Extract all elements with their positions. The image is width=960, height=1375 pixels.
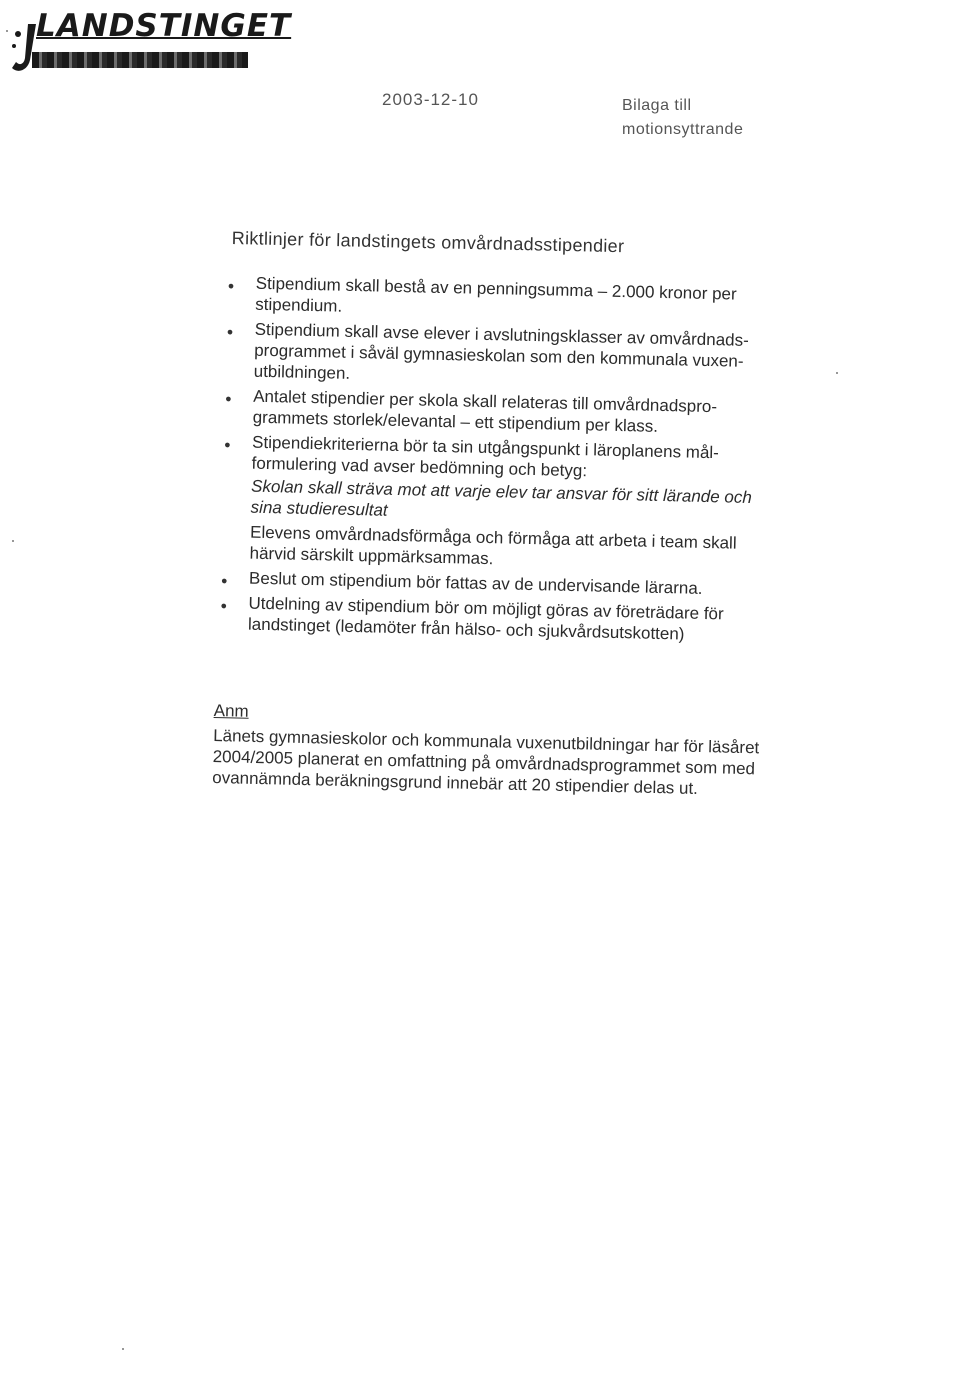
document-date: 2003-12-10 <box>382 90 479 109</box>
scan-speck <box>6 30 8 32</box>
attachment-line-2: motionsyttrande <box>622 121 744 138</box>
list-item-text: Utdelning av stipendium bör om möjligt göras av företrädare för landstinget (ledamöter från hälso- och sjukvårdsutskotten) <box>247 593 724 644</box>
bullet-icon: ● <box>223 439 231 452</box>
bullet-icon: ● <box>227 280 235 293</box>
note-section <box>212 700 774 801</box>
bullet-icon: ● <box>226 326 234 339</box>
bullet-icon: ● <box>224 393 232 406</box>
list-item <box>223 272 784 327</box>
note-text: Länets gymnasieskolor och kommunala vuxenutbildningar har för läsåret 2004/2005 planerat en omfattning på omvårdnadsprogrammet som med ovannämnda beräkningsgrund innebär att 20 stipendier delas ut. <box>212 725 760 798</box>
list-item-text: Stipendiekriterierna bör ta sin utgångspunkt i läroplanens mål-formulering vad avser bedömning och betyg: <box>251 432 720 481</box>
guideline-list <box>216 272 784 651</box>
logo-text: LANDSTINGET <box>36 8 292 44</box>
landstinget-logo <box>6 4 292 82</box>
list-item <box>220 385 781 440</box>
scan-speck <box>122 1348 124 1350</box>
note-title: Anm <box>213 700 249 721</box>
list-item <box>217 431 780 576</box>
list-item-text: Antalet stipendier per skola skall relateras till omvårdnadspro-grammets storlek/elevantal – ett stipendium per klass. <box>252 386 718 436</box>
list-item <box>216 592 777 647</box>
curriculum-quote: Skolan skall sträva mot att varje elev tar ansvar för sitt lärande och sina studieresultat <box>250 476 753 520</box>
scan-speck <box>12 540 14 542</box>
attachment-label <box>622 94 743 142</box>
list-item <box>222 318 783 394</box>
bullet-icon: ● <box>220 600 228 613</box>
list-item-text: Stipendium skall bestå av en penningsumma – 2.000 kronor per stipendium. <box>255 273 737 316</box>
list-item-text: Beslut om stipendium bör fattas av de undervisande lärarna. <box>248 568 703 598</box>
logo-banner <box>32 52 248 68</box>
scan-speck <box>836 372 838 374</box>
document-title: Riktlinjer för landstingets omvårdnadsstipendier <box>231 228 625 257</box>
attachment-line-1: Bilaga till <box>622 97 692 114</box>
list-item-text: Stipendium skall avse elever i avslutningsklasser av omvårdnads-programmet i såväl gymnasieskolan som den kommunala vuxen-utbildningen. <box>253 319 749 383</box>
list-item-extra-text: Elevens omvårdnadsförmåga och förmåga att arbeta i team skall härvid särskilt uppmärksammas. <box>249 522 737 569</box>
bullet-icon: ● <box>220 575 228 588</box>
